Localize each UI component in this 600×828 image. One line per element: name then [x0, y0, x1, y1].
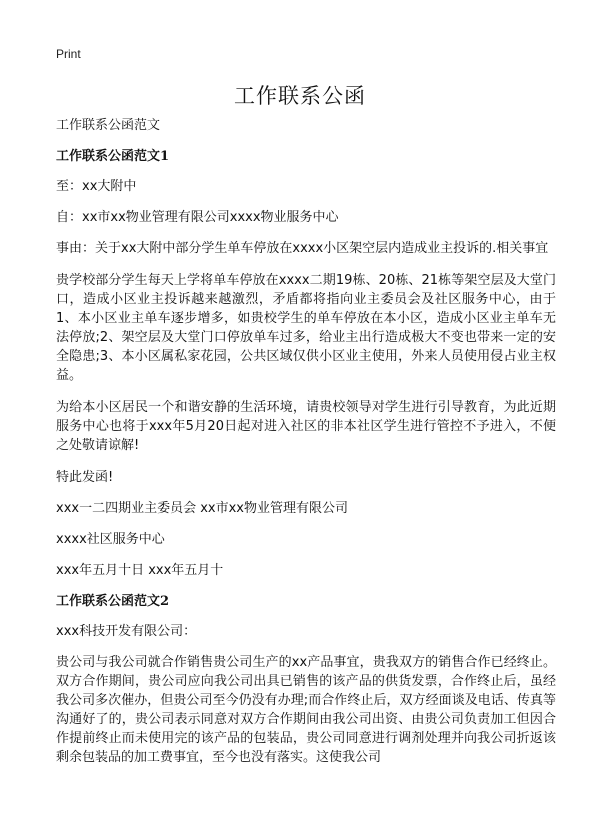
section1-body-1: 贵学校部分学生每天上学将单车停放在xxxx二期19栋、20栋、21栋等架空层及大堂门口，造成小区业主投诉越来越激烈，矛盾都将指向业主委员会及社区服务中心，由于1、本小区业主单车逐步增多，如贵校学生的单车停放在本小区，造成小区业主单车无法停放;2、架空层及大堂门口停放单车过多，给业主出行造成极大不变也带来一定的安全隐患;3、本小区属私家花园，公共区域仅供小区业主使用，外来人员使用侵占业主权益。 — [56, 273, 556, 383]
section1-sender-1: xxx一二四期业主委员会 xx市xx物业管理有限公司 — [56, 501, 348, 516]
print-link[interactable]: Print — [56, 47, 81, 61]
section2-body-1: 贵公司与我公司就合作销售贵公司生产的xx产品事宜，贵我双方的销售合作已经终止。双方合作期间，贵公司应向我公司出具已销售的该产品的供货发票，合作终止后，虽经我公司多次催办，但贵公司至今仍没有办理;而合作终止后，双方经面谈及电话、传真等沟通好了的，贵公司表示同意对双方合作期间由我公司出资、由贵公司负责加工但因合作提前终止而未使用完的该产品的包装品，贵公司同意进行调剂处理并向我公司折返该剩余包装品的加工费事宜，至今也没有落实。这使我公司 — [56, 655, 556, 765]
section1-from: 自：xx市xx物业管理有限公司xxxx物业服务中心 — [56, 210, 339, 225]
section1-to: 至：xx大附中 — [56, 179, 137, 194]
document-subtitle: 工作联系公函范文 — [56, 118, 161, 133]
section1-sender-2: xxxx社区服务中心 — [56, 532, 165, 547]
section1-heading: 工作联系公函范文1 — [56, 149, 170, 164]
section1-subject: 事由：关于xx大附中部分学生单车停放在xxxx小区架空层内造成业主投诉的.相关事宜 — [56, 241, 549, 256]
document-title: 工作联系公函 — [234, 84, 366, 108]
section1-body-2: 为给本小区居民一个和谐安静的生活环境，请贵校领导对学生进行引导教育，为此近期服务中心也将于xxx年5月20日起对进入社区的非本社区学生进行管控不予进入，不便之处敬请谅解! — [56, 400, 556, 453]
section1-date: xxx年五月十日 xxx年五月十 — [56, 563, 224, 578]
document-body — [56, 116, 556, 779]
section2-heading: 工作联系公函范文2 — [56, 594, 170, 609]
section1-closing: 特此发函! — [56, 470, 114, 485]
section2-recipient: xxx科技开发有限公司： — [56, 624, 197, 639]
